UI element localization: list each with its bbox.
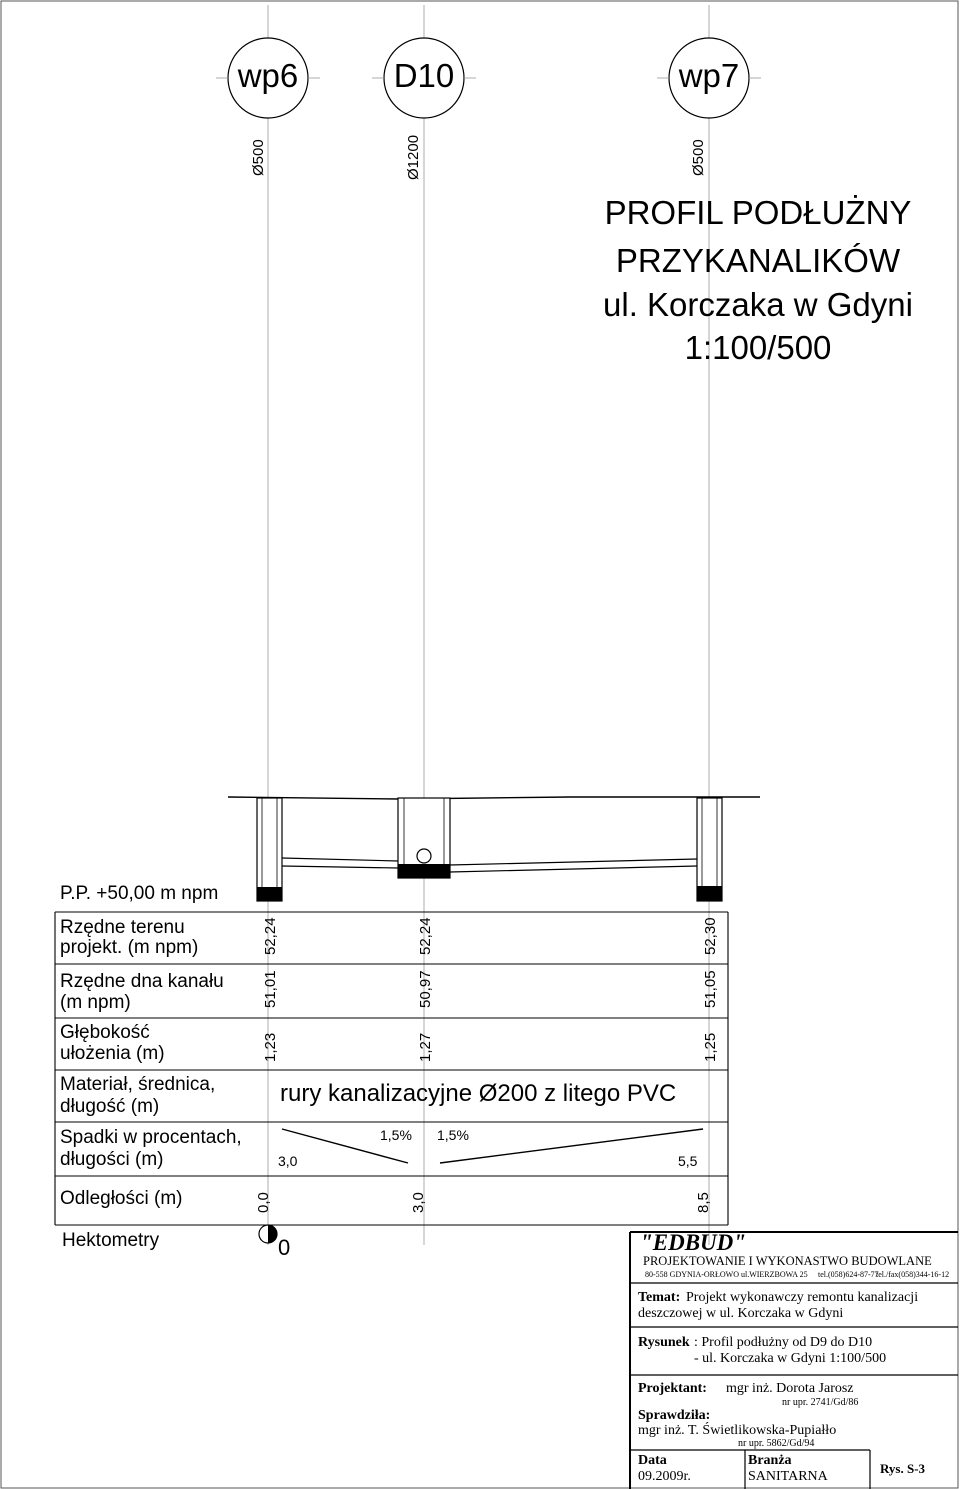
datum-label: P.P. +50,00 m npm xyxy=(60,883,219,904)
row-label-terrain-2: projekt. (m npm) xyxy=(60,937,199,958)
title-line-2: PRZYKANALIKÓW xyxy=(615,242,901,279)
depth-value-wp7: 1,25 xyxy=(702,1032,719,1062)
row-label-depth-2: ułożenia (m) xyxy=(60,1043,165,1064)
tb-projektant-name: mgr inż. Dorota Jarosz xyxy=(726,1381,854,1396)
row-label-material-2: długość (m) xyxy=(60,1096,160,1117)
depth-value-d10: 1,27 xyxy=(417,1032,434,1062)
tb-projektant-label: Projektant: xyxy=(638,1381,707,1396)
row-label-depth-1: Głębokość xyxy=(60,1022,150,1043)
row-label-bottom-2: (m npm) xyxy=(60,992,131,1013)
tb-sheet-number: Rys. S-3 xyxy=(880,1461,926,1476)
tb-temat-label: Temat: xyxy=(638,1290,681,1305)
slope-percent-2: 1,5% xyxy=(437,1127,469,1143)
tb-rysunek-1: : Profil podłużny od D9 do D10 xyxy=(694,1335,873,1350)
tb-company: "EDBUD" xyxy=(640,1230,747,1255)
bottom-value-wp6: 51,01 xyxy=(262,970,279,1008)
tb-projektant-nr: nr upr. 2741/Gd/86 xyxy=(782,1397,859,1408)
tb-rysunek-label: Rysunek xyxy=(638,1335,690,1350)
well-name-d10: D10 xyxy=(393,57,455,94)
terrain-line xyxy=(228,797,760,799)
tb-sprawdzila-name: mgr inż. T. Świetlikowska-Pupiałło xyxy=(638,1423,837,1438)
terrain-value-wp7: 52,30 xyxy=(702,917,719,955)
slope-lines xyxy=(282,1129,703,1163)
tb-branza-label: Branża xyxy=(748,1453,792,1468)
tb-fax: tel./fax(058)344-16-12 xyxy=(876,1270,950,1279)
tb-data-value: 09.2009r. xyxy=(638,1469,691,1484)
row-label-material-1: Materiał, średnica, xyxy=(60,1074,216,1095)
distance-value-d10: 3,0 xyxy=(410,1192,427,1213)
distance-value-wp7: 8,5 xyxy=(695,1192,712,1213)
title-line-1: PROFIL PODŁUŻNY xyxy=(604,194,912,231)
slope-length-2: 5,5 xyxy=(678,1153,698,1169)
row-label-terrain-1: Rzędne terenu xyxy=(60,917,185,938)
bottom-value-wp7: 51,05 xyxy=(702,970,719,1008)
well-diameter-d10: Ø1200 xyxy=(405,134,422,180)
row-label-bottom-1: Rzędne dna kanału xyxy=(60,971,224,992)
well-name-wp7: wp7 xyxy=(678,57,740,94)
row-label-slope-2: długości (m) xyxy=(60,1149,164,1170)
tb-company-sub: PROJEKTOWANIE I WYKONASTWO BUDOWLANE xyxy=(643,1254,932,1268)
well-name-wp6: wp6 xyxy=(237,57,299,94)
terrain-value-d10: 52,24 xyxy=(417,917,434,955)
row-label-slope-1: Spadki w procentach, xyxy=(60,1127,242,1148)
tb-sprawdzila-label: Sprawdziła: xyxy=(638,1408,711,1423)
tb-data-label: Data xyxy=(638,1453,667,1468)
material-description: rury kanalizacyjne Ø200 z litego PVC xyxy=(280,1080,677,1107)
well-diameter-wp7: Ø500 xyxy=(690,139,707,176)
slope-percent-1: 1,5% xyxy=(380,1127,412,1143)
hectometer-value: 0 xyxy=(278,1235,291,1260)
hectometer-marker-icon xyxy=(259,1225,277,1243)
terrain-value-wp6: 52,24 xyxy=(262,917,279,955)
pipe-d10-wp7 xyxy=(450,859,697,872)
well-diameter-wp6: Ø500 xyxy=(250,139,267,176)
distance-value-wp6: 0,0 xyxy=(255,1192,272,1213)
title-line-4: 1:100/500 xyxy=(684,329,832,366)
well-shaft-wp6 xyxy=(257,798,282,901)
row-label-hectometers: Hektometry xyxy=(62,1230,160,1251)
depth-value-wp6: 1,23 xyxy=(262,1032,279,1062)
well-shaft-wp7 xyxy=(697,798,722,901)
tb-branza-value: SANITARNA xyxy=(748,1469,828,1484)
well-chamber-d10 xyxy=(398,798,450,878)
tb-tel: tel.(058)624-87-77 xyxy=(818,1270,879,1279)
tb-temat-1: Projekt wykonawczy remontu kanalizacji xyxy=(686,1290,919,1305)
bottom-value-d10: 50,97 xyxy=(417,970,434,1008)
tb-rysunek-2: - ul. Korczaka w Gdyni 1:100/500 xyxy=(694,1351,887,1366)
tb-temat-2: deszczowej w ul. Korczaka w Gdyni xyxy=(638,1306,844,1321)
tb-sprawdzila-nr: nr upr. 5862/Gd/94 xyxy=(738,1438,815,1449)
title-line-3: ul. Korczaka w Gdyni xyxy=(603,286,913,323)
slope-length-1: 3,0 xyxy=(278,1153,298,1169)
tb-address: 80-558 GDYNIA-ORŁOWO ul.WIERZBOWA 25 xyxy=(645,1270,808,1279)
pipe-wp6-d10 xyxy=(282,858,398,868)
row-label-distance: Odległości (m) xyxy=(60,1188,183,1209)
